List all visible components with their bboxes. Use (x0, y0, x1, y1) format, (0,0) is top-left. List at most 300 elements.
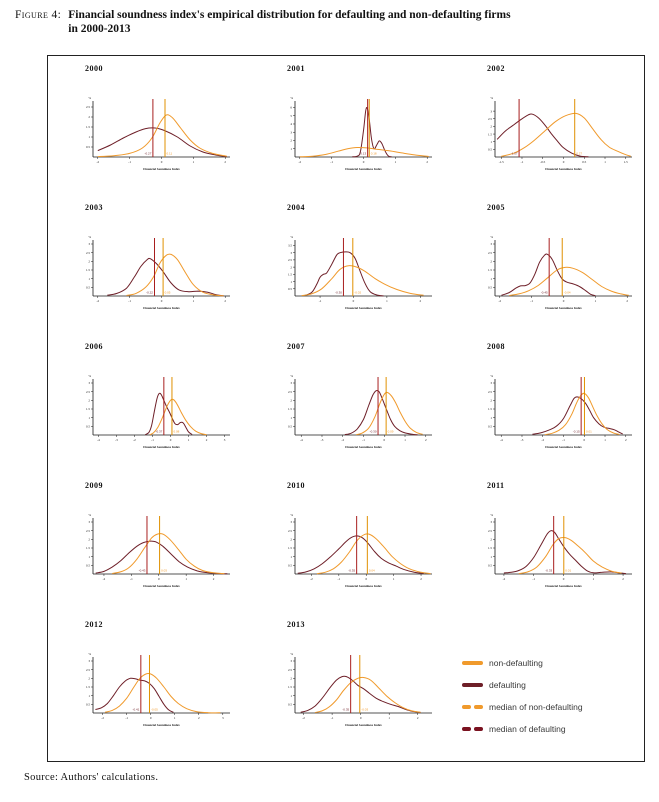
x-axis-label: Financial Soundness Index (143, 306, 180, 310)
svg-text:1.5: 1.5 (488, 268, 492, 273)
chart-2008 (486, 338, 642, 477)
defaulting-median-value: 0.13 (360, 151, 367, 156)
non-defaulting-median-value: 0.05 (164, 290, 171, 295)
svg-text:-1: -1 (562, 438, 565, 442)
y-axis-label: % (88, 513, 91, 517)
defaulting-median-value: -0.30 (369, 429, 377, 434)
density-plot-2004 (282, 224, 436, 320)
defaulting-curve (352, 107, 391, 156)
tick-labels (86, 520, 215, 581)
svg-text:0.5: 0.5 (288, 286, 292, 291)
x-axis-label: Financial Soundness Index (345, 723, 382, 727)
tick-marks (293, 383, 426, 437)
svg-text:1: 1 (290, 693, 292, 698)
non-defaulting-median-value: 0.27 (576, 151, 583, 156)
non-defaulting-median-value: 0.01 (585, 429, 592, 434)
year-label: 2009 (85, 481, 103, 490)
svg-text:2: 2 (88, 537, 90, 542)
svg-text:-1: -1 (532, 577, 536, 581)
figure-caption-line1: Financial soundness index's empirical distribution for defaulting and non-defaulting firms (68, 9, 511, 21)
svg-text:0: 0 (160, 299, 163, 303)
svg-text:1: 1 (290, 554, 292, 559)
non-defaulting-median-value: 0.01 (565, 568, 572, 573)
year-label: 2005 (487, 203, 505, 212)
svg-text:1: 1 (185, 577, 187, 581)
y-axis-label: % (88, 374, 91, 378)
non-defaulting-median-value: -0.03 (361, 707, 369, 712)
svg-text:2: 2 (224, 299, 227, 303)
svg-text:1: 1 (386, 299, 388, 303)
svg-text:0.5: 0.5 (488, 424, 492, 429)
svg-text:-2: -2 (310, 577, 313, 581)
svg-text:0.5: 0.5 (488, 285, 492, 290)
x-axis-label: Financial Soundness Index (545, 306, 582, 310)
svg-text:0.5: 0.5 (582, 160, 587, 164)
non-defaulting-curve (105, 673, 220, 712)
svg-text:2: 2 (290, 265, 292, 270)
source-note: Source: Authors' calculations. (24, 772, 159, 783)
non-defaulting-median-value: -0.02 (354, 290, 362, 295)
chart-2010 (286, 477, 486, 616)
non-defaulting-curve (112, 534, 224, 574)
non-defaulting-median-value: -0.04 (563, 290, 571, 295)
year-label: 2001 (287, 64, 305, 73)
year-label: 2004 (287, 203, 305, 212)
y-axis-label: % (490, 513, 493, 517)
x-axis-label: Financial Soundness Index (345, 445, 382, 449)
svg-text:2.5: 2.5 (288, 389, 292, 394)
svg-text:2.5: 2.5 (488, 389, 492, 394)
svg-text:1: 1 (604, 160, 606, 164)
defaulting-median-value: -0.41 (132, 707, 140, 712)
svg-text:1: 1 (290, 146, 292, 151)
chart-2006 (84, 338, 286, 477)
x-axis-label: Financial Soundness Index (545, 167, 582, 171)
svg-text:1: 1 (88, 415, 90, 420)
chart-2009 (84, 477, 286, 616)
svg-text:-2: -2 (541, 438, 545, 442)
svg-text:1: 1 (604, 438, 606, 442)
non-defaulting-median-value: 0.18 (370, 151, 377, 156)
chart-2005 (486, 199, 642, 338)
svg-text:-1: -1 (151, 438, 154, 442)
svg-text:2.5: 2.5 (488, 250, 492, 255)
y-axis-label: % (290, 652, 293, 656)
chart-2007 (286, 338, 486, 477)
y-axis-label: % (88, 652, 91, 656)
svg-text:2.5: 2.5 (86, 667, 90, 672)
svg-text:2: 2 (88, 676, 90, 681)
x-axis-label: Financial Soundness Index (143, 723, 180, 727)
defaulting-curve (504, 531, 626, 574)
svg-text:1: 1 (594, 299, 597, 303)
svg-text:4: 4 (290, 122, 292, 127)
svg-text:2: 2 (624, 438, 627, 442)
svg-text:3: 3 (223, 438, 226, 442)
svg-text:0: 0 (583, 438, 586, 442)
svg-text:1.5: 1.5 (288, 546, 292, 551)
svg-text:2: 2 (212, 577, 215, 581)
non-defaulting-median-value: 0.09 (387, 429, 394, 434)
defaulting-median-value: -0.30 (335, 290, 342, 295)
svg-text:-2: -2 (498, 299, 502, 303)
defaulting-curve (305, 252, 384, 296)
svg-text:-2: -2 (101, 716, 104, 720)
svg-text:0: 0 (562, 299, 565, 303)
svg-text:1.5: 1.5 (288, 685, 292, 690)
legend-item-median-defaulting (462, 724, 642, 734)
defaulting-curve (145, 393, 192, 434)
svg-text:1.5: 1.5 (86, 125, 90, 130)
svg-text:1: 1 (392, 577, 395, 581)
chart-2013 (286, 616, 486, 755)
svg-text:1.5: 1.5 (86, 407, 90, 412)
defaulting-median-value: -0.27 (144, 151, 152, 156)
tick-marks (91, 522, 214, 576)
svg-text:-2: -2 (302, 716, 305, 720)
svg-text:1: 1 (388, 716, 390, 720)
svg-text:2.5: 2.5 (288, 667, 292, 672)
svg-text:1: 1 (88, 554, 90, 559)
non-defaulting-median-value: 0.03 (161, 568, 167, 573)
defaulting-median-value: -0.35 (348, 568, 356, 573)
figure-box (47, 55, 645, 762)
svg-text:0: 0 (157, 577, 160, 581)
axes (295, 657, 432, 713)
svg-text:1: 1 (173, 716, 176, 720)
chart-2000 (84, 60, 286, 199)
x-axis-label: Financial Soundness Index (345, 306, 382, 310)
svg-text:-1: -1 (130, 577, 133, 581)
svg-text:0: 0 (362, 160, 365, 164)
axes (295, 379, 432, 435)
defaulting-median-value: -0.33 (545, 568, 553, 573)
non-defaulting-curve (302, 266, 424, 296)
svg-text:1: 1 (490, 139, 492, 144)
density-plot-2009 (80, 502, 234, 598)
axes (295, 518, 432, 574)
svg-text:2: 2 (416, 716, 419, 720)
year-label: 2008 (487, 342, 505, 351)
svg-text:-3: -3 (115, 438, 118, 442)
svg-text:1: 1 (88, 135, 90, 140)
svg-text:2: 2 (290, 138, 292, 143)
x-axis-label: Financial Soundness Index (345, 584, 382, 588)
defaulting-median-value: -0.37 (155, 429, 163, 434)
svg-text:0.5: 0.5 (288, 563, 292, 568)
y-axis-label: % (290, 96, 293, 100)
year-label: 2011 (487, 481, 505, 490)
svg-text:2.5: 2.5 (86, 250, 90, 255)
svg-text:3: 3 (88, 242, 90, 247)
y-axis-label: % (290, 374, 293, 378)
svg-text:-1.5: -1.5 (498, 160, 504, 164)
svg-text:2: 2 (426, 160, 429, 164)
svg-text:0: 0 (383, 438, 386, 442)
x-axis-label: Financial Soundness Index (143, 445, 180, 449)
legend-label: non-defaulting (489, 658, 543, 668)
chart-2002 (486, 60, 642, 199)
legend-label: defaulting (489, 680, 526, 690)
year-label: 2006 (85, 342, 103, 351)
y-axis-label: % (88, 96, 91, 100)
svg-text:0.5: 0.5 (86, 145, 90, 150)
svg-text:1: 1 (592, 577, 595, 581)
svg-text:2: 2 (88, 398, 90, 403)
svg-text:-1: -1 (362, 438, 365, 442)
year-label: 2000 (85, 64, 103, 73)
non-defaulting-median-value: 0.11 (166, 151, 173, 156)
svg-text:2: 2 (490, 259, 492, 264)
defaulting-curve (298, 536, 424, 574)
svg-text:0.5: 0.5 (288, 424, 292, 429)
y-axis-label: % (490, 235, 493, 239)
svg-text:3: 3 (88, 520, 90, 525)
svg-text:1.5: 1.5 (288, 272, 292, 277)
svg-text:-1: -1 (330, 716, 334, 720)
svg-text:1.5: 1.5 (488, 546, 492, 551)
density-plot-2013 (282, 641, 436, 737)
svg-text:2.5: 2.5 (86, 389, 90, 394)
svg-text:0: 0 (562, 577, 565, 581)
charts-grid (48, 56, 644, 755)
non-defaulting-curve (127, 254, 224, 296)
chart-2004 (286, 199, 486, 338)
svg-text:2: 2 (197, 716, 200, 720)
svg-text:0.5: 0.5 (86, 702, 90, 707)
svg-text:3: 3 (290, 659, 292, 664)
tick-labels (488, 109, 628, 164)
svg-text:-2: -2 (133, 438, 136, 442)
svg-text:2.5: 2.5 (288, 528, 292, 533)
svg-text:2.5: 2.5 (86, 105, 90, 110)
density-plot-2008 (482, 363, 636, 459)
svg-text:1: 1 (88, 693, 90, 698)
svg-text:-1: -1 (128, 299, 131, 303)
svg-text:0.5: 0.5 (488, 147, 492, 152)
defaulting-median-value: -0.15 (572, 429, 580, 434)
svg-text:5: 5 (290, 113, 292, 118)
year-label: 2010 (287, 481, 305, 490)
svg-text:1: 1 (394, 160, 397, 164)
svg-text:2: 2 (88, 259, 90, 264)
svg-text:-1: -1 (125, 716, 128, 720)
defaulting-curve (345, 390, 418, 434)
svg-text:0.5: 0.5 (86, 424, 90, 429)
svg-text:3: 3 (490, 109, 492, 114)
svg-text:-1: -1 (128, 160, 131, 164)
svg-text:3: 3 (88, 381, 90, 386)
svg-text:1.5: 1.5 (488, 132, 492, 137)
non-defaulting-curve (98, 115, 227, 157)
svg-text:2.5: 2.5 (488, 116, 492, 121)
svg-text:-2: -2 (96, 160, 100, 164)
svg-text:3.5: 3.5 (288, 243, 292, 248)
density-plot-2007 (282, 363, 436, 459)
svg-text:1.5: 1.5 (86, 685, 90, 690)
svg-text:2: 2 (205, 438, 208, 442)
svg-text:0: 0 (160, 160, 163, 164)
svg-text:-1: -1 (318, 299, 322, 303)
y-axis-label: % (290, 513, 293, 517)
svg-text:2: 2 (424, 438, 427, 442)
svg-text:6: 6 (290, 105, 292, 110)
svg-text:3: 3 (88, 659, 90, 664)
tick-labels (86, 242, 226, 303)
svg-text:-2: -2 (102, 577, 106, 581)
svg-text:1.5: 1.5 (86, 546, 90, 551)
density-plot-2003 (80, 224, 234, 320)
tick-labels (488, 381, 627, 442)
svg-text:-3: -3 (520, 438, 524, 442)
svg-text:2.5: 2.5 (488, 528, 492, 533)
density-plot-2012 (80, 641, 234, 737)
svg-text:1.5: 1.5 (623, 160, 628, 164)
year-label: 2013 (287, 620, 305, 629)
svg-text:-4: -4 (299, 438, 303, 442)
svg-text:0.5: 0.5 (488, 563, 492, 568)
axes (93, 240, 230, 296)
figure-caption (68, 8, 510, 36)
defaulting-median-value: -0.45 (540, 290, 548, 295)
year-label: 2002 (487, 64, 505, 73)
svg-text:2: 2 (626, 299, 629, 303)
density-plot-2010 (282, 502, 436, 598)
svg-text:1.5: 1.5 (288, 407, 292, 412)
svg-text:2.5: 2.5 (86, 528, 90, 533)
svg-text:-1: -1 (337, 577, 341, 581)
chart-2012 (84, 616, 286, 755)
density-plot-2000 (80, 85, 234, 181)
x-axis-label: Financial Soundness Index (345, 167, 382, 171)
svg-text:1: 1 (490, 554, 492, 559)
svg-text:0: 0 (562, 160, 565, 164)
density-plot-2002 (482, 85, 636, 181)
legend-label: median of non-defaulting (489, 702, 583, 712)
svg-text:-2: -2 (96, 299, 100, 303)
svg-text:3: 3 (490, 520, 492, 525)
svg-text:1: 1 (290, 279, 292, 284)
axes (93, 379, 230, 435)
density-plot-2005 (482, 224, 636, 320)
chart-2011 (486, 477, 642, 616)
svg-text:2: 2 (290, 398, 292, 403)
svg-text:0: 0 (365, 577, 368, 581)
axes (93, 657, 230, 713)
tick-labels (86, 105, 226, 164)
svg-text:2: 2 (419, 299, 422, 303)
legend-label: median of defaulting (489, 724, 566, 734)
non-defaulting-median-value: 0.08 (173, 429, 180, 434)
non-defaulting-median-value: -0.05 (150, 707, 158, 712)
tick-marks (91, 244, 225, 298)
year-label: 2003 (85, 203, 103, 212)
year-label: 2012 (85, 620, 103, 629)
chart-2003 (84, 199, 286, 338)
svg-text:0.5: 0.5 (86, 563, 90, 568)
defaulting-median-value: -0.35 (342, 707, 350, 712)
svg-text:0: 0 (149, 716, 152, 720)
y-axis-label: % (490, 374, 493, 378)
svg-text:3: 3 (290, 381, 292, 386)
defaulting-median-value: -1.07 (510, 151, 518, 156)
svg-text:3: 3 (490, 381, 492, 386)
defaulting-median-value: -0.22 (146, 290, 153, 295)
svg-text:-2: -2 (341, 438, 345, 442)
svg-text:-2: -2 (298, 160, 302, 164)
svg-text:-3: -3 (320, 438, 324, 442)
x-axis-label: Financial Soundness Index (545, 445, 582, 449)
x-axis-label: Financial Soundness Index (143, 584, 180, 588)
svg-text:3: 3 (290, 130, 292, 135)
svg-text:0: 0 (352, 299, 355, 303)
svg-text:2: 2 (224, 160, 227, 164)
y-axis-label: % (290, 235, 293, 239)
svg-text:1: 1 (290, 415, 292, 420)
svg-text:1: 1 (187, 438, 190, 442)
svg-text:1: 1 (192, 299, 195, 303)
svg-text:2: 2 (490, 124, 492, 129)
legend-item-median-non-defaulting (462, 702, 642, 712)
svg-text:-4: -4 (97, 438, 100, 442)
svg-text:2: 2 (490, 537, 492, 542)
defaulting-median-value: -0.43 (138, 568, 146, 573)
svg-text:2.5: 2.5 (288, 258, 292, 263)
legend-item-defaulting (462, 680, 642, 690)
svg-text:2: 2 (88, 115, 90, 120)
svg-text:3: 3 (221, 716, 224, 720)
svg-text:0.5: 0.5 (86, 285, 90, 290)
density-plot-2011 (482, 502, 636, 598)
svg-text:0: 0 (169, 438, 172, 442)
svg-text:0.5: 0.5 (288, 702, 292, 707)
figure-caption-line2: in 2000-2013 (68, 23, 131, 35)
svg-text:3: 3 (290, 520, 292, 525)
defaulting-curve (98, 128, 227, 157)
svg-text:-2: -2 (502, 577, 506, 581)
svg-text:1.5: 1.5 (488, 407, 492, 412)
defaulting-curve (501, 254, 595, 296)
non-defaulting-median-value: 0.04 (368, 568, 375, 573)
svg-text:2: 2 (490, 398, 492, 403)
y-axis-label: % (88, 235, 91, 239)
x-axis-label: Financial Soundness Index (143, 167, 180, 171)
svg-text:-1: -1 (330, 160, 333, 164)
svg-text:1.5: 1.5 (86, 268, 90, 273)
year-label: 2007 (287, 342, 305, 351)
svg-text:2: 2 (290, 676, 292, 681)
density-plot-2001 (282, 85, 436, 181)
svg-text:2: 2 (622, 577, 624, 581)
legend (462, 616, 642, 755)
x-axis-label: Financial Soundness Index (545, 584, 582, 588)
svg-text:3: 3 (290, 250, 292, 255)
svg-text:2: 2 (290, 537, 292, 542)
svg-text:-0.5: -0.5 (540, 160, 546, 164)
svg-text:3: 3 (490, 242, 492, 247)
svg-text:1: 1 (490, 415, 492, 420)
svg-text:-4: -4 (499, 438, 503, 442)
figure-label: Figure 4: (15, 9, 62, 21)
svg-text:2: 2 (420, 577, 422, 581)
svg-text:0: 0 (359, 716, 362, 720)
svg-text:1: 1 (192, 160, 195, 164)
density-plot-2006 (80, 363, 234, 459)
figure-title (15, 8, 511, 36)
svg-text:-1: -1 (530, 299, 533, 303)
svg-text:1: 1 (404, 438, 406, 442)
y-axis-label: % (490, 96, 493, 100)
